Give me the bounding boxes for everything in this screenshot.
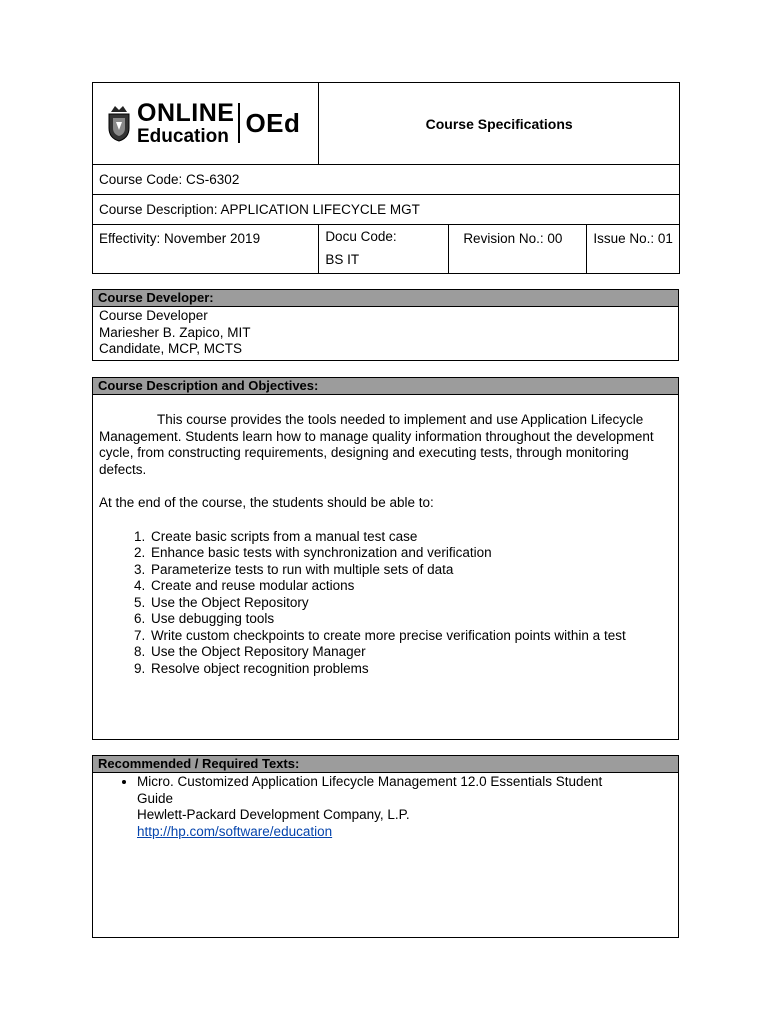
list-item [137,774,678,840]
texts-heading: Recommended / Required Texts: [93,756,678,773]
book-title: • Micro. Customized Application Lifecycle Management 12.0 Essentials Student Guide [137,774,603,806]
crest-icon [107,104,131,142]
developer-heading: Course Developer: [93,290,678,307]
course-code: Course Code: CS-6302 [93,165,680,195]
objectives-section [92,377,679,740]
texts-section [92,755,679,938]
logo-online-text: ONLINE [137,98,235,127]
objectives-list [99,529,672,678]
list-item: 2. Enhance basic tests with synchronization and verification [149,545,672,562]
logo-cell [93,83,319,165]
objectives-intro: At the end of the course, the students should be able to: [99,495,434,510]
list-item: 8. Use the Object Repository Manager [149,644,672,661]
list-item: 1. Create basic scripts from a manual test case [149,529,672,546]
book-publisher: Hewlett-Packard Development Company, L.P. [137,807,410,822]
list-item: 4. Create and reuse modular actions [149,578,672,595]
logo-divider [238,103,240,143]
revision-number: Revision No.: 00 [449,225,587,274]
logo-education-text: Education [137,125,229,147]
objectives-heading: Course Description and Objectives: [93,378,678,395]
header-table [92,82,680,274]
list-item: 6. Use debugging tools [149,611,672,628]
developer-line: Course Developer [99,308,208,323]
developer-section [92,289,679,361]
list-item: 7. Write custom checkpoints to create more precise verification points within a test [149,628,672,645]
objectives-paragraph: This course provides the tools needed to implement and use Application Lifecycle Management. Students learn how to manage quality information throughout the development cycle, from constructing requirements, designing and executing tests, through monitoring defects. [99,412,654,477]
list-item: 5. Use the Object Repository [149,595,672,612]
document-title: Course Specifications [319,83,680,165]
logo [93,83,318,163]
docu-code-label: Docu Code: [325,229,397,244]
docu-code-cell [319,225,449,274]
docu-code-value: BS IT [325,252,360,267]
issue-number: Issue No.: 01 [587,225,680,274]
logo-oed-text: OEd [245,107,301,138]
texts-list [93,774,678,840]
list-item: 9. Resolve object recognition problems [149,661,672,678]
book-link[interactable]: http://hp.com/software/education [137,823,333,839]
developer-line: Mariesher B. Zapico, MIT [99,324,251,340]
developer-line: Candidate, MCP, MCTS [99,341,243,356]
effectivity: Effectivity: November 2019 [93,225,319,274]
list-item: 3. Parameterize tests to run with multiple sets of data [149,562,672,579]
course-description: Course Description: APPLICATION LIFECYCLE MGT [93,195,680,225]
